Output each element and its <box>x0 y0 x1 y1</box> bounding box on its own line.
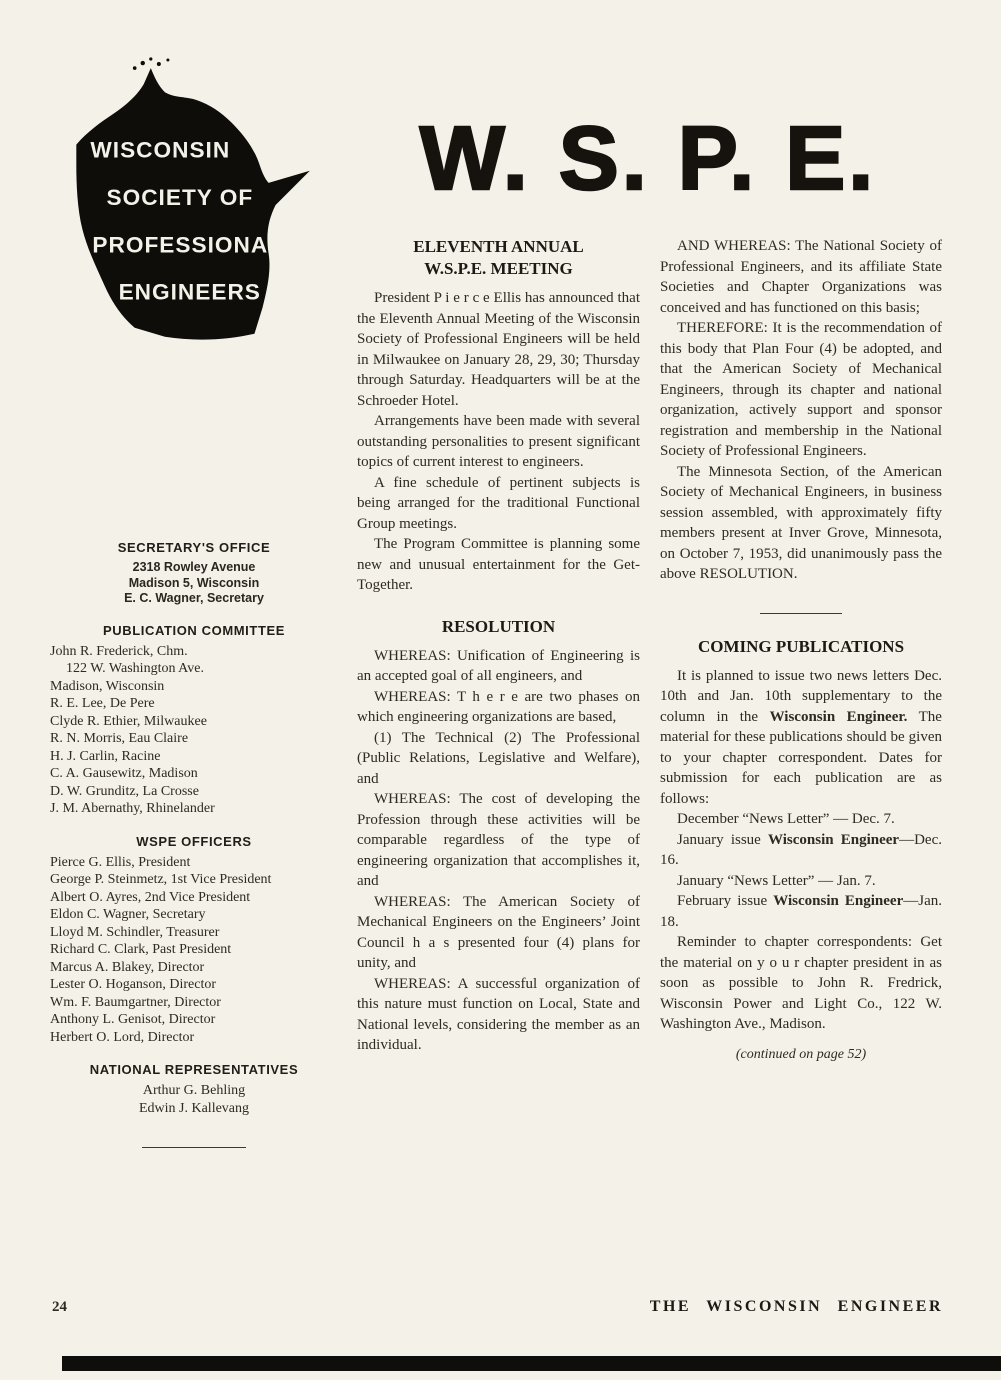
sidebar-divider-rule <box>142 1147 246 1148</box>
continued-on-page-note: (continued on page 52) <box>735 1046 867 1062</box>
meeting-paragraph: Arrangements have been made with several outstanding personalities to present significant topics of current interest to engineers. <box>357 413 640 470</box>
officer-entry: George P. Steinmetz, 1st Vice President <box>50 872 272 887</box>
resolution-paragraph: (1) The Technical (2) The Professional (Public Relations, Legislative and Welfare), and <box>357 729 640 787</box>
text-run: February issue <box>677 893 774 909</box>
officer-entry: Eldon C. Wagner, Secretary <box>50 907 206 922</box>
secretary-address-line: 2318 Rowley Avenue <box>132 560 256 574</box>
page-footer <box>52 1298 943 1316</box>
publication-date-item: January “News Letter” — Jan. 7. <box>677 872 876 889</box>
wisconsin-map-icon <box>46 56 318 368</box>
committee-member: John R. Frederick, Chm. <box>50 643 188 659</box>
committee-member: H. J. Carlin, Racine <box>50 748 161 764</box>
coming-publications-heading: COMING PUBLICATIONS <box>697 636 905 656</box>
resolution-paragraph: WHEREAS: The American Society of Mechanical Engineers on the Engineers’ Joint Council h a s presented four (4) plans for unity, and <box>357 893 640 971</box>
committee-member: C. A. Gausewitz, Madison <box>50 766 198 781</box>
national-representatives-heading: NATIONAL REPRESENTATIVES <box>89 1062 299 1077</box>
meeting-paragraph: The Program Committee is planning some new and unusual entertainment for the Get-Together. <box>357 536 640 593</box>
resolution-paragraph: WHEREAS: Unification of Engineering is an accepted goal of all engineers, and <box>357 647 640 684</box>
officer-entry: Lloyd M. Schindler, Treasurer <box>50 924 220 940</box>
officer-entry: Lester O. Hoganson, Director <box>50 977 217 992</box>
publication-date-item <box>660 891 942 932</box>
text-run: The material for these publications should be given to your chapter correspondent. Dates for submission for each publication are as follows: <box>660 708 942 807</box>
reminder-paragraph: Reminder to chapter correspondents: Get the material on y o u r chapter president in as soon as possible to John R. Fredrick, Wisconsin Power and Light Co., 122 W. Washington Ave., Madison. <box>660 934 942 1032</box>
resolution-heading: RESOLUTION <box>441 616 556 636</box>
scan-edge-bar <box>62 1356 1001 1371</box>
national-representative-entry: Edwin J. Kallevang <box>138 1100 250 1116</box>
middle-column <box>357 236 640 1056</box>
secretary-office-heading: SECRETARY'S OFFICE <box>117 540 271 555</box>
officer-entry: Marcus A. Blakey, Director <box>50 959 205 975</box>
meeting-paragraph: A fine schedule of pertinent subjects is being arranged for the traditional Functional Group meetings. <box>357 474 640 532</box>
publication-date-item: December “News Letter” — Dec. 7. <box>677 811 895 827</box>
text-run: —Dec. 16. <box>660 831 942 868</box>
meeting-paragraph: President P i e r c e Ellis has announced that the Eleventh Annual Meeting of the Wisconsin Society of Professional Engineers will be held in Milwaukee on January 28, 29, 30; Thursday through Saturday. Headquarters will be at the Schroeder Hotel. <box>357 290 640 409</box>
left-sidebar <box>50 540 338 1148</box>
page-number: 24 <box>52 1299 67 1315</box>
publication-date-item <box>660 830 942 871</box>
text-run: It is planned to issue two news letters Dec. 10th and Jan. 10th supplementary to the column in the <box>660 667 942 725</box>
secretary-name-line: E. C. Wagner, Secretary <box>124 591 264 605</box>
text-run: —Jan. 18. <box>660 893 942 930</box>
journal-title: THE WISCONSIN ENGINEER <box>649 1298 943 1315</box>
right-column <box>660 236 942 1063</box>
meeting-article-heading-line1: ELEVENTH ANNUAL <box>413 237 584 256</box>
column-divider-rule <box>760 613 842 614</box>
officer-entry: Richard C. Clark, Past President <box>50 942 232 957</box>
resolution-continued-paragraph: AND WHEREAS: The National Society of Professional Engineers, and its affiliate State Societies and Chapter Organizations was conceived and has functioned on this basis; <box>660 238 942 316</box>
resolution-continued-paragraph: THEREFORE: It is the recommendation of this body that Plan Four (4) be adopted, and that the American Society of Mechanical Engineers, through its chapter and national organization, actively support and sponsor registration and membership in the National Society of Professional Engineers. <box>660 320 942 459</box>
text-run-bold: Wisconsin Engineer <box>773 893 904 909</box>
committee-member: Madison, Wisconsin <box>50 678 165 694</box>
publication-committee-heading: PUBLICATION COMMITTEE <box>102 622 286 638</box>
text-run-bold: Wisconsin Engineer <box>768 831 900 848</box>
map-text-professional: PROFESSIONAL <box>92 232 284 258</box>
resolution-paragraph: WHEREAS: T h e r e are two phases on which engineering organizations are based, <box>357 688 640 725</box>
secretary-address-line: Madison 5, Wisconsin <box>128 575 260 590</box>
officer-entry: Anthony L. Genisot, Director <box>50 1012 216 1027</box>
officer-entry: Albert O. Ayres, 2nd Vice President <box>50 889 251 905</box>
officer-entry: Herbert O. Lord, Director <box>50 1029 195 1045</box>
resolution-paragraph: WHEREAS: The cost of developing the Profession through these activities will be comparable regardless of the type of engineering organization that accomplishes it, and <box>357 791 640 889</box>
committee-member: J. M. Abernathy, Rhinelander <box>50 801 215 816</box>
wspe-officers-heading: WSPE OFFICERS <box>136 833 252 849</box>
committee-member: R. N. Morris, Eau Claire <box>50 731 189 746</box>
resolution-paragraph: WHEREAS: A successful organization of this nature must function on Local, State and National levels, considering the member as an individual. <box>357 975 640 1053</box>
map-text-wisconsin: WISCONSIN <box>90 137 231 163</box>
text-run: January issue <box>677 831 768 848</box>
meeting-article-heading-line2: W.S.P.E. MEETING <box>424 259 573 278</box>
committee-member: D. W. Grunditz, La Crosse <box>50 783 199 799</box>
map-text-society-of: SOCIETY OF <box>106 184 254 210</box>
resolution-continued-paragraph: The Minnesota Section, of the American Society of Mechanical Engineers, in business session assembled, with approximately fifty members present at Inver Grove, Minnesota, on October 7, 1953, did unanimously pass the above RESOLUTION. <box>660 463 942 582</box>
national-representative-entry: Arthur G. Behling <box>142 1083 246 1098</box>
committee-member: 122 W. Washington Ave. <box>66 661 204 676</box>
coming-publications-paragraph <box>660 666 942 810</box>
committee-member: R. E. Lee, De Pere <box>50 696 155 711</box>
text-run-bold: Wisconsin Engineer. <box>769 708 908 725</box>
officer-entry: Pierce G. Ellis, President <box>50 854 191 870</box>
map-text-engineers: ENGINEERS <box>118 279 261 305</box>
officer-entry: Wm. F. Baumgartner, Director <box>50 994 221 1010</box>
masthead-title: W. S. P. E. <box>419 109 877 209</box>
committee-member: Clyde R. Ethier, Milwaukee <box>50 713 207 729</box>
